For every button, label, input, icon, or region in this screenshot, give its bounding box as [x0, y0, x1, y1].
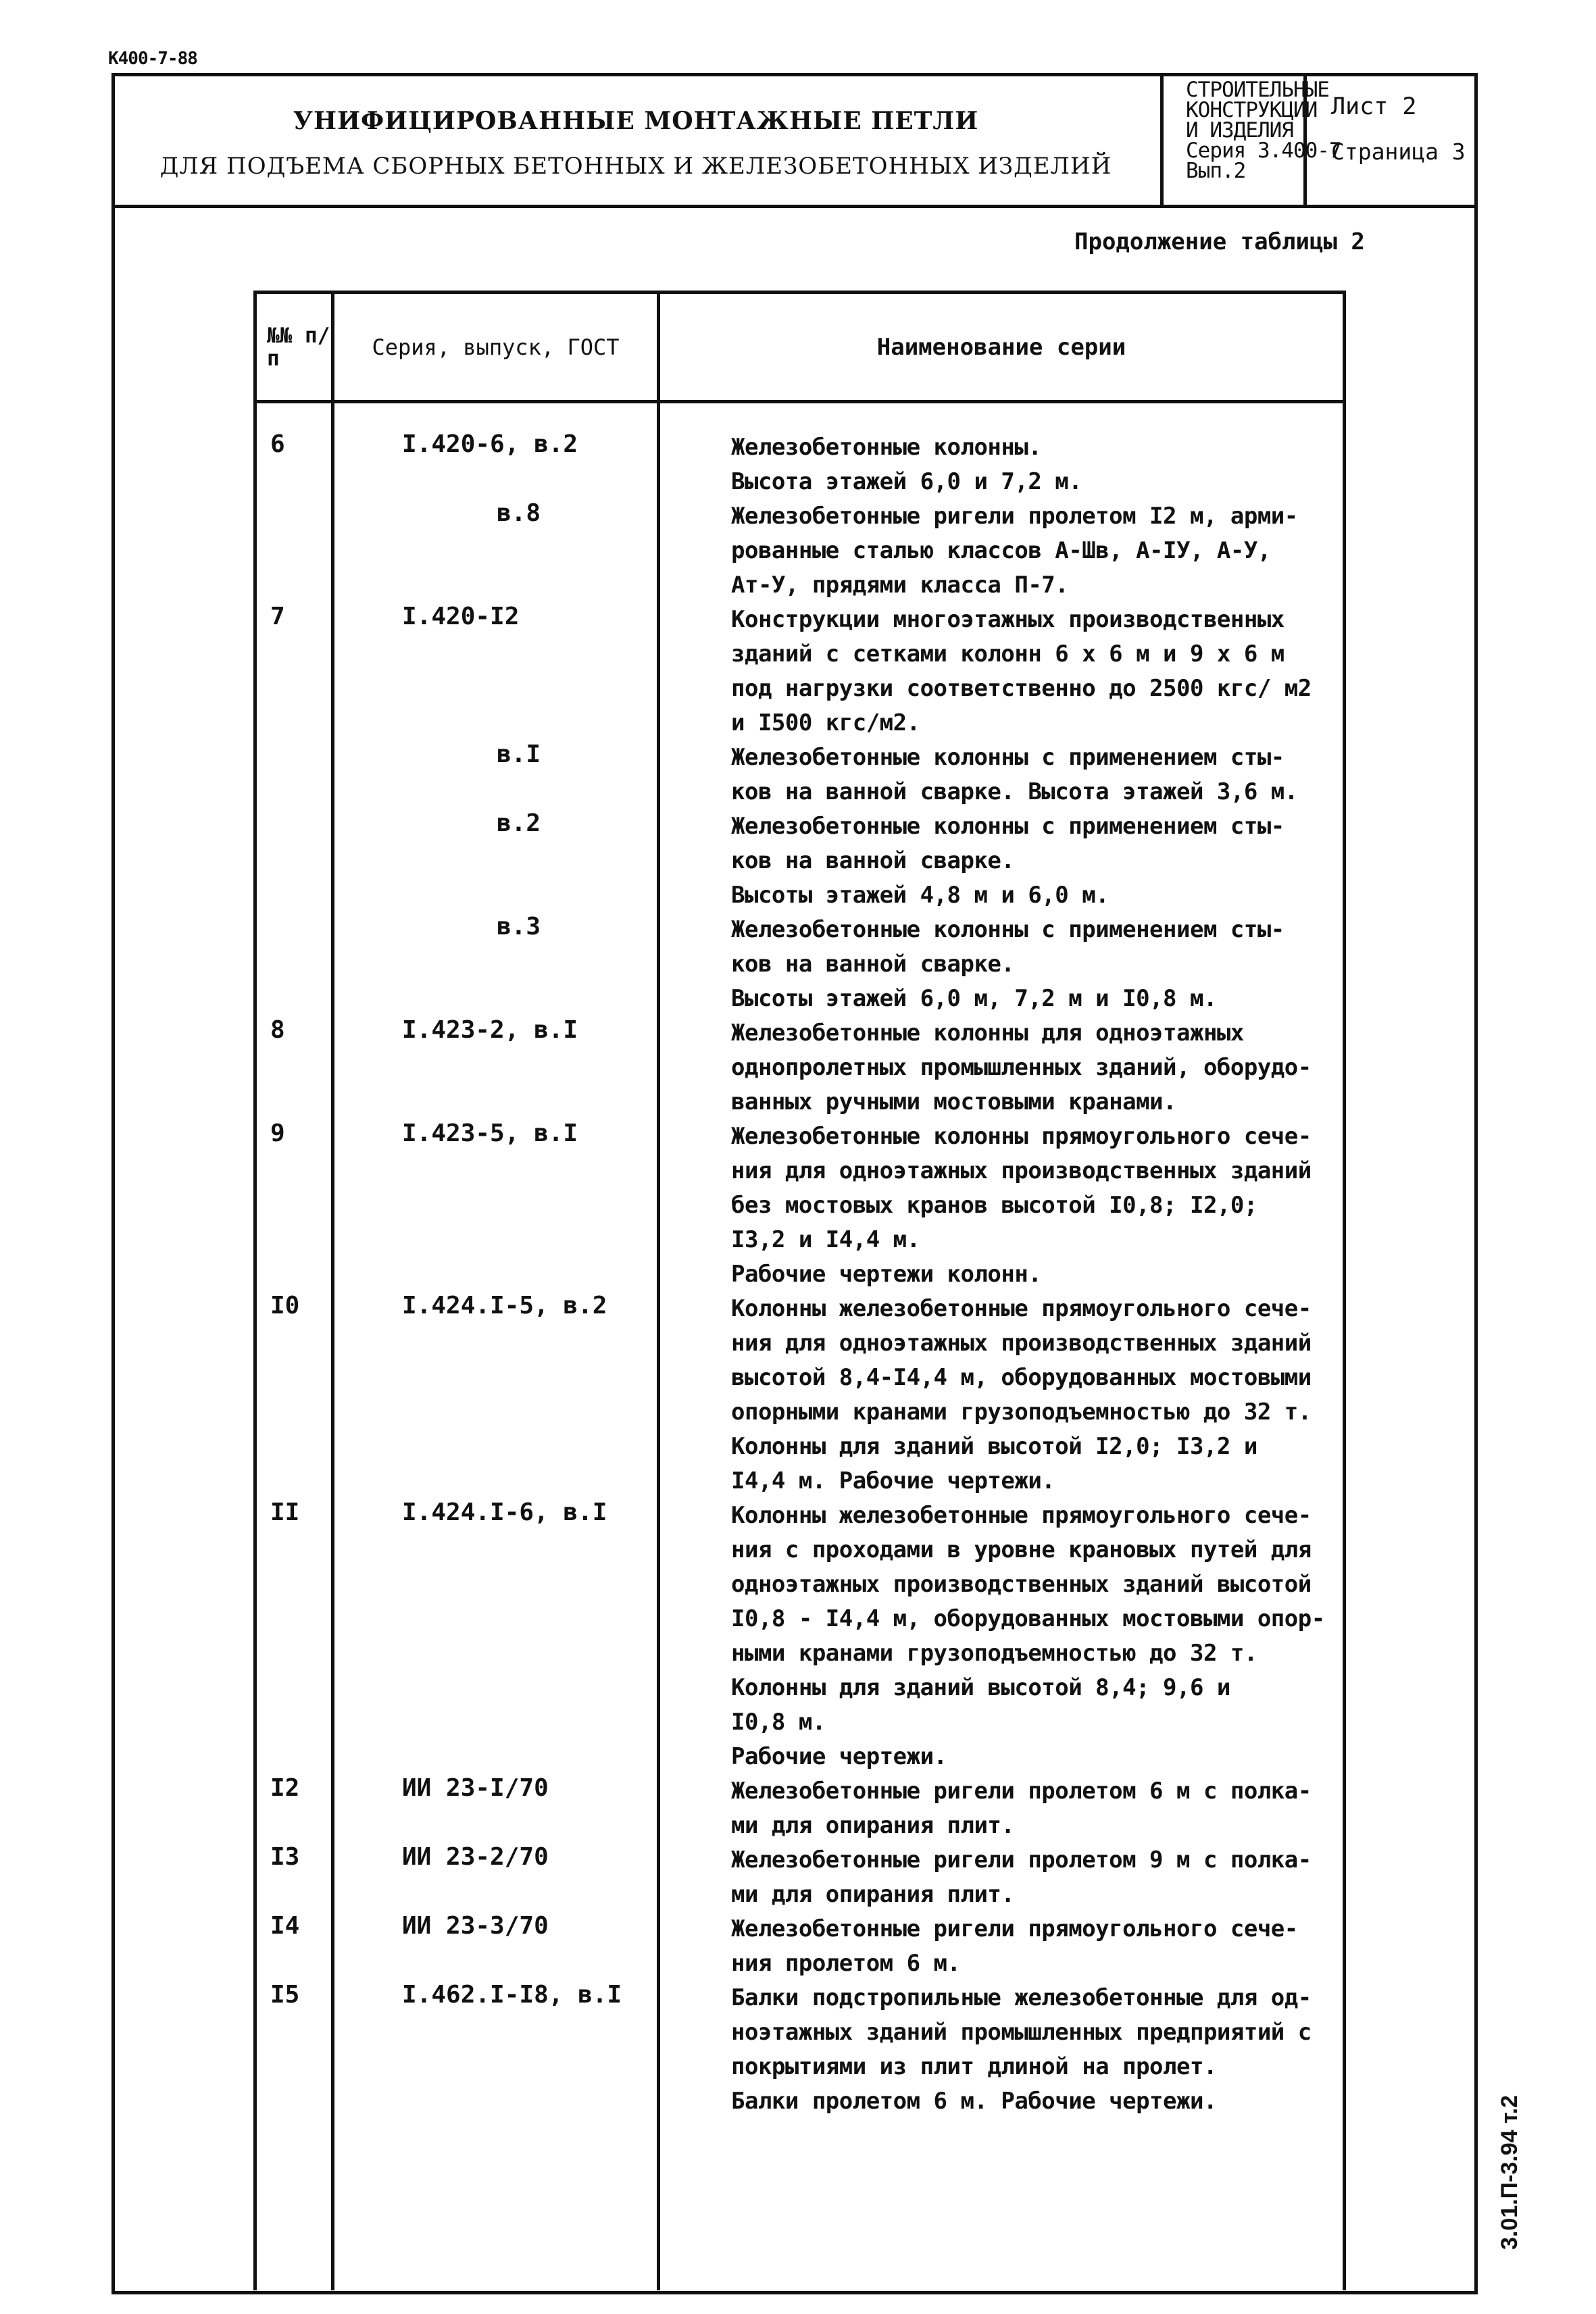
row-description-line: одноэтажных производственных зданий высотой	[731, 1571, 1312, 1598]
row-number: I2	[270, 1774, 300, 1802]
row-description-line: Ат-У, прядями класса П-7.	[731, 572, 1069, 599]
title-block-divider	[1160, 73, 1164, 205]
row-description-line: I4,4 м. Рабочие чертежи.	[731, 1467, 1055, 1494]
row-series: в.I	[497, 740, 541, 768]
row-description-line: I3,2 и I4,4 м.	[731, 1226, 920, 1253]
row-description-line: зданий с сетками колонн 6 х 6 м и 9 х 6 м	[731, 640, 1285, 668]
row-description-line: ков на ванной сварке.	[731, 951, 1015, 978]
row-description-line: опорными кранами грузоподъемностью до 32 т.	[731, 1399, 1312, 1426]
row-series: в.3	[497, 913, 541, 940]
row-description-line: ков на ванной сварке. Высота этажей 3,6 м.	[731, 778, 1298, 805]
header-name: Наименование серии	[659, 293, 1345, 402]
header-number: №№ п/п	[255, 293, 333, 402]
row-series: I.424.I-6, в.I	[402, 1499, 607, 1526]
row-description-line: Железобетонные колонны с применением сты-	[731, 813, 1285, 840]
row-description-line: ноэтажных зданий промышленных предприятий с	[731, 2019, 1312, 2046]
row-description-line: Рабочие чертежи.	[731, 1743, 947, 1770]
row-description-line: ми для опирания плит.	[731, 1812, 1015, 1839]
row-series: I.420-6, в.2	[402, 430, 578, 458]
row-description-line: Железобетонные колонны прямоугольного сече-	[731, 1123, 1312, 1150]
row-description-line: I0,8 - I4,4 м, оборудованных мостовыми опор-	[731, 1605, 1325, 1632]
row-series: в.8	[497, 499, 541, 527]
row-description-line: ными кранами грузоподъемностью до 32 т.	[731, 1640, 1257, 1667]
row-series: I.424.I-5, в.2	[402, 1292, 607, 1319]
row-number: I0	[270, 1292, 300, 1319]
row-number: 9	[270, 1120, 285, 1147]
row-description-line: Балки подстропильные железобетонные для од-	[731, 1984, 1312, 2011]
number-column	[255, 402, 333, 2291]
row-description-line: Колонны для зданий высотой 8,4; 9,6 и	[731, 1674, 1230, 1701]
table-body-row	[255, 402, 1345, 2291]
row-description-line: ми для опирания плит.	[731, 1881, 1015, 1908]
row-number: 8	[270, 1016, 285, 1044]
row-description-line: ния для одноэтажных производственных зданий	[731, 1330, 1312, 1357]
series-info: СТРОИТЕЛЬНЫЕ КОНСТРУКЦИИ И ИЗДЕЛИЯ Серия 3.400-7 Вып.2	[1186, 78, 1341, 183]
row-description-line: однопролетных промышленных зданий, оборудо-	[731, 1054, 1312, 1081]
row-description-line: Железобетонные ригели пролетом I2 м, арми-	[731, 503, 1298, 530]
row-description-line: Конструкции многоэтажных производственных	[731, 606, 1285, 633]
row-description-line: высотой 8,4-I4,4 м, оборудованных мостовыми	[731, 1364, 1312, 1391]
document-title: УНИФИЦИРОВАННЫЕ МОНТАЖНЫЕ ПЕТЛИ	[293, 107, 979, 135]
document-subtitle: ДЛЯ ПОДЪЕМА СБОРНЫХ БЕТОННЫХ И ЖЕЛЕЗОБЕТОННЫХ ИЗДЕЛИЙ	[159, 153, 1112, 180]
series-table	[253, 291, 1346, 2290]
row-number: I3	[270, 1843, 300, 1871]
row-series: I.462.I-I8, в.I	[402, 1981, 622, 2009]
row-description-line: Колонны железобетонные прямоугольного сече-	[731, 1295, 1312, 1322]
row-number: I5	[270, 1981, 300, 2009]
side-stamp-code: 3.01.П-3.94 т.2	[1497, 2094, 1522, 2250]
row-series: в.2	[497, 809, 541, 837]
row-series: ИИ 23-I/70	[402, 1774, 549, 1802]
row-description-line: Рабочие чертежи колонн.	[731, 1261, 1042, 1288]
row-description-line: Высота этажей 6,0 и 7,2 м.	[731, 468, 1082, 495]
table-continuation-label: Продолжение таблицы 2	[1074, 228, 1365, 255]
row-description-line: Балки пролетом 6 м. Рабочие чертежи.	[731, 2088, 1217, 2115]
row-description-line: Железобетонные ригели прямоугольного сече-	[731, 1915, 1298, 1942]
row-description-line: Высоты этажей 4,8 м и 6,0 м.	[731, 882, 1109, 909]
row-number: I4	[270, 1912, 300, 1940]
row-number: 7	[270, 603, 285, 630]
row-description-line: Железобетонные колонны с применением сты-	[731, 744, 1285, 771]
row-series: I.423-5, в.I	[402, 1120, 578, 1147]
title-block	[111, 73, 1478, 208]
table-header-row	[255, 293, 1345, 402]
row-description-line: I0,8 м.	[731, 1709, 826, 1736]
row-description-line: ния для одноэтажных производственных зданий	[731, 1157, 1312, 1184]
page-number: Страница 3	[1331, 139, 1466, 165]
row-description-line: Колонны для зданий высотой I2,0; I3,2 и	[731, 1433, 1257, 1460]
series-column	[333, 402, 659, 2291]
row-number: II	[270, 1499, 300, 1526]
row-description-line: Высоты этажей 6,0 м, 7,2 м и I0,8 м.	[731, 985, 1217, 1012]
row-description-line: Железобетонные ригели пролетом 6 м с полка-	[731, 1778, 1312, 1805]
header-series: Серия, выпуск, ГОСТ	[333, 293, 659, 402]
row-description-line: Колонны железобетонные прямоугольного сече-	[731, 1502, 1312, 1529]
row-description-line: Железобетонные колонны с применением сты-	[731, 916, 1285, 943]
row-series: ИИ 23-2/70	[402, 1843, 549, 1871]
row-description-line: ков на ванной сварке.	[731, 847, 1015, 874]
row-description-line: покрытиями из плит длиной на пролет.	[731, 2053, 1217, 2080]
row-series: I.423-2, в.I	[402, 1016, 578, 1044]
row-description-line: без мостовых кранов высотой I0,8; I2,0;	[731, 1192, 1257, 1219]
row-description-line: рованные сталью классов А-Шв, А-IУ, А-У,	[731, 537, 1271, 564]
sheet-number: Лист 2	[1331, 93, 1417, 120]
row-description-line: ния с проходами в уровне крановых путей для	[731, 1536, 1312, 1563]
row-description-line: ванных ручными мостовыми кранами.	[731, 1088, 1177, 1115]
row-description-line: Железобетонные колонны для одноэтажных	[731, 1020, 1244, 1047]
row-description-line: Железобетонные колонны.	[731, 434, 1042, 461]
row-description-line: под нагрузки соответственно до 2500 кгс/ м2	[731, 675, 1312, 702]
row-number: 6	[270, 430, 285, 458]
name-column	[659, 402, 1345, 2291]
row-series: ИИ 23-3/70	[402, 1912, 549, 1940]
row-series: I.420-I2	[402, 603, 520, 630]
row-description-line: и I500 кгс/м2.	[731, 709, 920, 736]
document-code: К400-7-88	[108, 49, 197, 69]
row-description-line: ния пролетом 6 м.	[731, 1950, 961, 1977]
row-description-line: Железобетонные ригели пролетом 9 м с полка-	[731, 1846, 1312, 1873]
